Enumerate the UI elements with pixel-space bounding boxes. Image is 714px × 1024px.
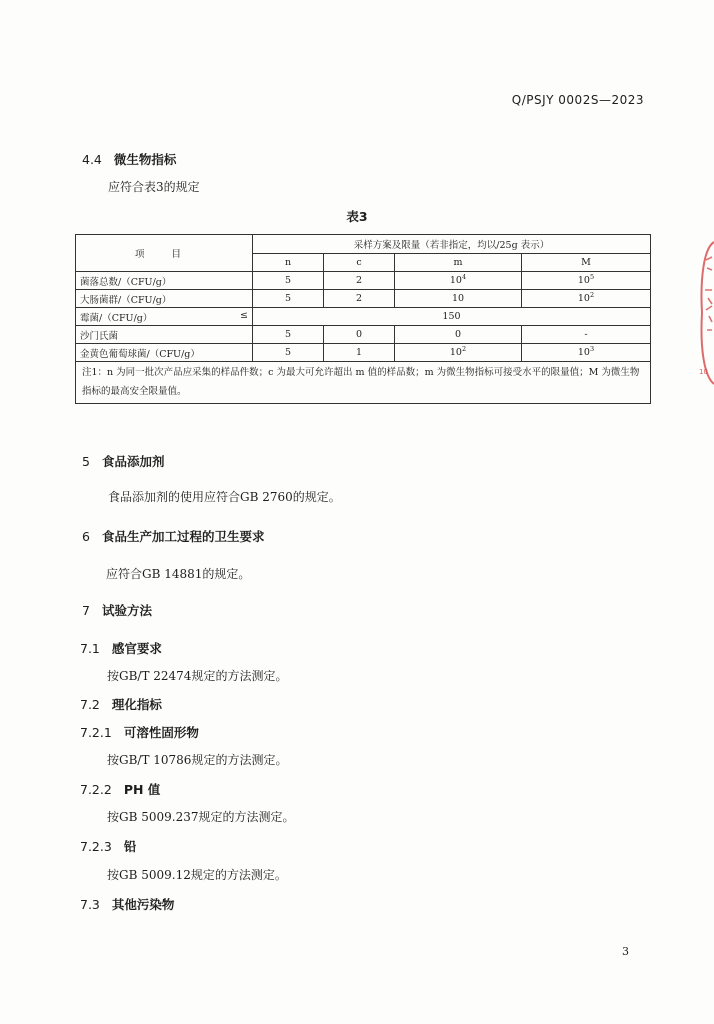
row-n: 5: [253, 290, 324, 308]
table-note-row: [76, 362, 651, 404]
section-title: 食品生产加工过程的卫生要求: [101, 529, 265, 544]
row-c: 1: [324, 344, 395, 362]
section-title: 感官要求: [111, 641, 162, 656]
less-equal-operator: ≤: [240, 309, 248, 321]
header-M: M: [522, 253, 651, 272]
section-7-2-2-heading: [80, 780, 160, 798]
header-m: m: [395, 253, 522, 272]
row-M: $10^2$: [522, 290, 651, 308]
section-7-2-3-text: 按GB 5009.12规定的方法测定。: [107, 868, 287, 882]
svg-text:10: 10: [699, 368, 708, 376]
section-7-2-2-text: 按GB 5009.237规定的方法测定。: [107, 810, 295, 824]
row-m: 10: [395, 290, 522, 308]
row-item: 霉菌/（CFU/g） ≤: [76, 308, 253, 326]
row-c: 2: [324, 272, 395, 290]
section-title: 其他污染物: [111, 897, 175, 912]
row-c: 0: [324, 326, 395, 344]
row-mold-value: 150: [253, 308, 651, 326]
row-item: 金黄色葡萄球菌/（CFU/g）: [76, 344, 253, 362]
section-7-2-1-text: 按GB/T 10786规定的方法测定。: [107, 753, 288, 767]
row-item: 沙门氏菌: [76, 326, 253, 344]
row-m: 0: [395, 326, 522, 344]
section-7-2-3-heading: [80, 837, 136, 855]
header-sampling-plan: 采样方案及限量（若非指定，均以/25g 表示）: [253, 235, 651, 254]
row-n: 5: [253, 272, 324, 290]
section-title: 可溶性固形物: [123, 725, 199, 740]
row-m: $10^2$: [395, 344, 522, 362]
section-title: 食品添加剂: [101, 454, 165, 469]
section-6-text: 应符合GB 14881的规定。: [106, 567, 251, 581]
section-7-2-heading: [80, 695, 162, 713]
row-item: 大肠菌群/（CFU/g）: [76, 290, 253, 308]
section-title: PH 值: [123, 782, 161, 797]
row-n: 5: [253, 344, 324, 362]
section-title: 试验方法: [101, 603, 152, 618]
header-n: n: [253, 253, 324, 272]
table-row: [76, 344, 651, 362]
header-c: c: [324, 253, 395, 272]
standard-code: Q/PSJY 0002S—2023: [511, 93, 644, 107]
section-title: 理化指标: [111, 697, 162, 712]
section-number: 5: [82, 454, 90, 469]
section-4-4-text: 应符合表3的规定: [108, 180, 200, 194]
section-title: 铅: [123, 839, 137, 854]
section-number: 7.2: [80, 697, 100, 712]
section-number: 4.4: [82, 152, 102, 167]
section-number: 7.2.3: [80, 839, 112, 854]
table-row: [76, 272, 651, 290]
table-row: [76, 326, 651, 344]
row-item: 菌落总数/（CFU/g）: [76, 272, 253, 290]
section-number: 7.2.1: [80, 725, 112, 740]
row-M: $10^5$: [522, 272, 651, 290]
row-M: -: [522, 326, 651, 344]
section-7-1-text: 按GB/T 22474规定的方法测定。: [107, 669, 288, 683]
row-m: $10^4$: [395, 272, 522, 290]
header-item: 项 目: [76, 235, 253, 272]
table-note: 注1：n 为同一批次产品应采集的样品件数；c 为最大可允许超出 m 值的样品数；m 为微生物指标可接受水平的限量值；M 为微生物指标的最高安全限量值。: [76, 362, 651, 404]
section-7-1-heading: [80, 639, 162, 657]
section-number: 7: [82, 603, 90, 618]
table-row-mold: [76, 308, 651, 326]
section-5-heading: [82, 452, 164, 470]
section-7-2-1-heading: [80, 723, 199, 741]
row-n: 5: [253, 326, 324, 344]
table-caption: 表3: [346, 209, 368, 224]
page-number: 3: [622, 945, 629, 958]
section-number: 7.3: [80, 897, 100, 912]
section-7-3-heading: [80, 895, 174, 913]
table-header-row: [76, 235, 651, 254]
section-4-4-heading: [82, 150, 176, 168]
row-c: 2: [324, 290, 395, 308]
section-6-heading: [82, 527, 264, 545]
table-row: [76, 290, 651, 308]
row-M: $10^3$: [522, 344, 651, 362]
section-number: 7.2.2: [80, 782, 112, 797]
section-title: 微生物指标: [113, 152, 177, 167]
section-number: 6: [82, 529, 90, 544]
seal-stamp-icon: [696, 238, 714, 388]
section-number: 7.1: [80, 641, 100, 656]
section-5-text: 食品添加剂的使用应符合GB 2760的规定。: [108, 490, 341, 504]
microbial-limits-table: [75, 234, 651, 404]
section-7-heading: [82, 601, 152, 619]
